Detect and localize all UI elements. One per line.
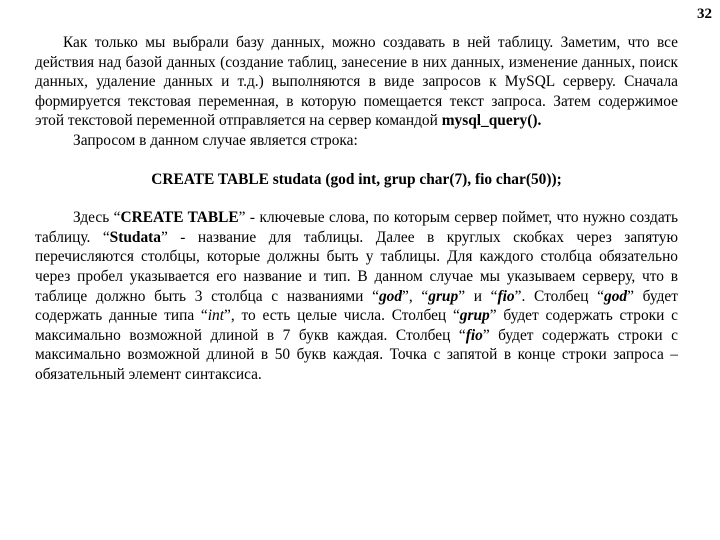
paragraph-explanation xyxy=(35,208,678,384)
column-grup: grup xyxy=(459,307,490,325)
text-run: ” будет содержать строки с максимально возможной длиной в 50 букв каждая. Точка с запятой в конце строки запроса – обязательный элемент синтаксиса. xyxy=(35,326,678,383)
text-run: ” будет содержать строки с максимально возможной длиной в 7 букв каждая. Столбец “ xyxy=(35,307,679,344)
type-int: int xyxy=(207,307,225,325)
text-run: ”, то есть целые числа. Столбец “ xyxy=(224,307,460,325)
column-fio: fio xyxy=(497,287,515,305)
mysql-query-command: mysql_query(). xyxy=(441,112,542,130)
keyword-create-table: CREATE TABLE xyxy=(120,209,239,227)
text-run: ” - название для таблицы. Далее в круглых скобках через запятую перечисляются столбцы, которые должны быть у таблицы. Для каждого столбца обязательно через пробел указывается его название и тип. В данном случае мы указываем серверу, что в таблице должно быть 3 столбца с названиями “ xyxy=(35,228,678,305)
text-run: ” и “ xyxy=(458,287,498,305)
column-god: god xyxy=(604,287,628,305)
column-grup: grup xyxy=(428,287,459,305)
text-run: Здесь “ xyxy=(73,209,121,227)
column-fio: fio xyxy=(465,326,483,344)
sql-query-line: CREATE TABLE studata (god int, grup char(7), fio char(50)); xyxy=(151,170,562,188)
paragraph-intro-text: Как только мы выбрали базу данных, можно создавать в ней таблицу. Заметим, что все действия над базой данных (создание таблиц, занесение в них данных, изменение данных, поиск данных, удаление данных и т.д.) выполняются в виде запросов к MySQL серверу. Сначала формируется текстовая переменная, в которую помещается текст запроса. Затем содержимое этой текстовой переменной отправляется на сервер командой xyxy=(35,34,678,130)
column-god: god xyxy=(378,287,403,305)
table-name-studata: Studata xyxy=(109,228,161,246)
document-body xyxy=(35,33,678,385)
text-run: ” будет содержать данные типа “ xyxy=(35,287,678,325)
text-run: ” - ключевые слова, по которым сервер поймет, что нужно создать таблицу. “ xyxy=(35,209,678,246)
text-run: ”, “ xyxy=(402,287,429,305)
page-number: 32 xyxy=(697,6,712,22)
text-run: ”. Столбец “ xyxy=(514,287,604,305)
paragraph-query-lead: Запросом в данном случае является строка: xyxy=(73,131,358,149)
paragraph-intro xyxy=(35,33,678,131)
